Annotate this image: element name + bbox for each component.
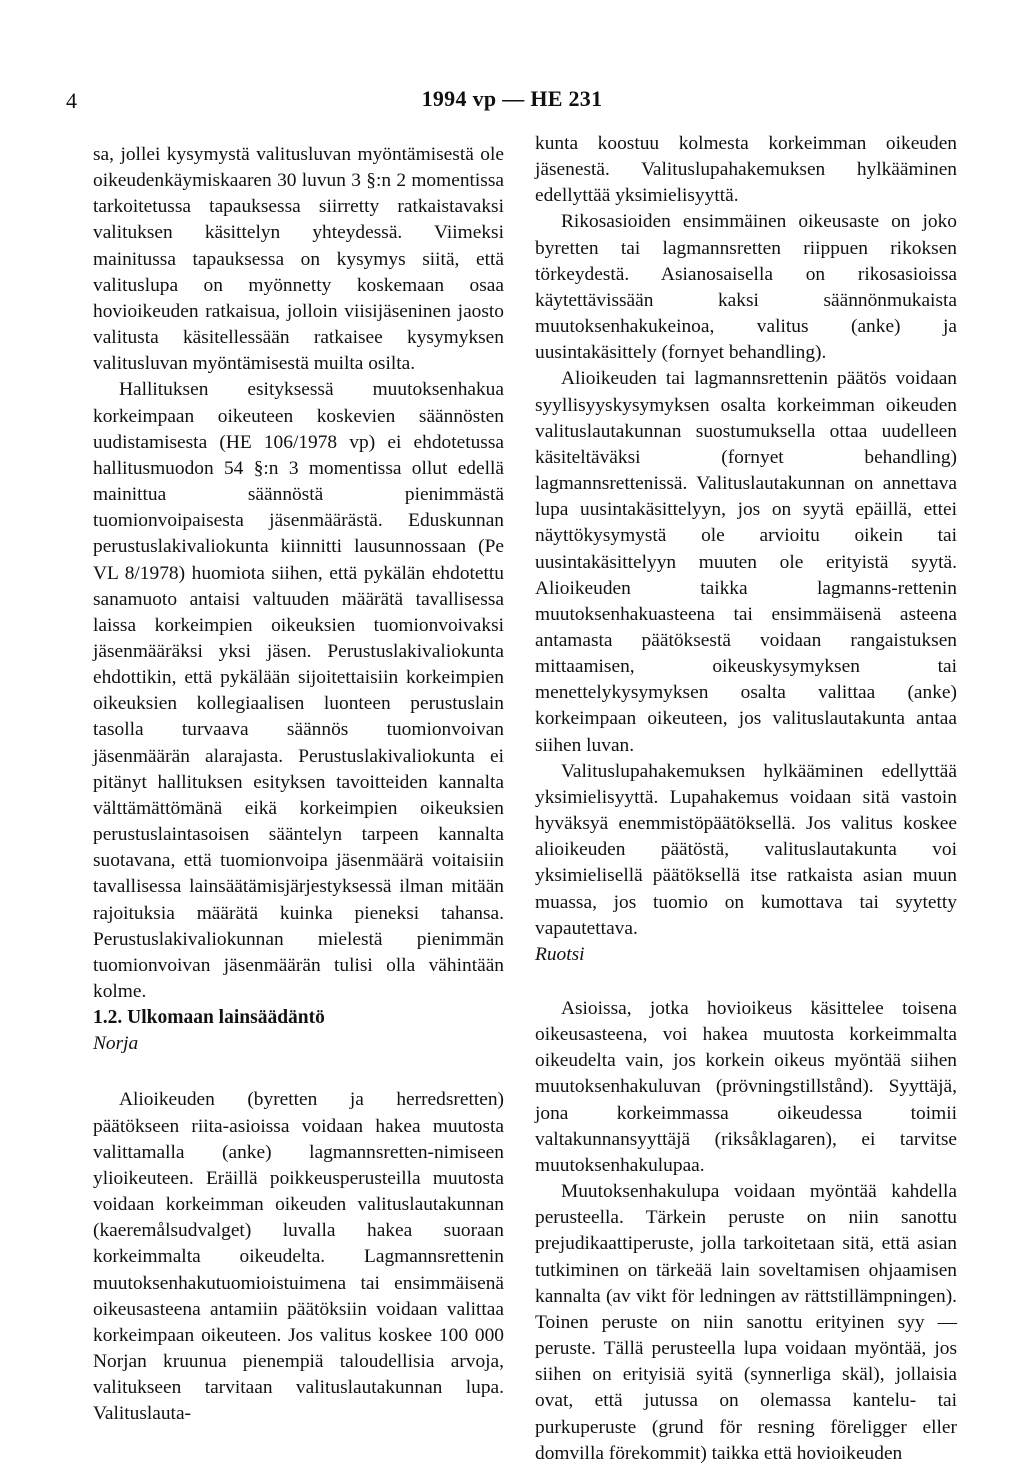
- paragraph: Alioikeuden tai lagmannsrettenin päätös voidaan syyllisyyskysymyksen osalta korkeimman oikeuden valituslautakunnan suostumuksella ottaa uudelleen käsiteltäväksi (fornyet behandling) lagmannsrettenissä. Valituslautakunnan on annettava lupa uusintakäsittelyyn, jos on syytä epäillä, ettei näyttökysymystä ole arvioitu oikein tai uusintakäsittelyyn muuten ole erityistä syytä. Alioikeuden taikka lagmanns-rettenin muutoksenhakuasteena tai ensimmäisenä asteena antamasta päätöksestä voidaan rangaistuksen mittaamisen, oikeuskysymyksen tai menettelykysymyksen osalta valittaa (anke) korkeimpaan oikeuteen, jos valituslautakunta antaa siihen luvan.: [535, 368, 957, 756]
- paragraph: Muutoksenhakulupa voidaan myöntää kahdella perusteella. Tärkein peruste on niin sanottu prejudikaattiperuste, jolla tarkoitetaan sitä, että asian tutkiminen on tärkeää lain soveltamisen ohjaamisen kannalta (av vikt för ledningen av rättstillämpningen). Toinen peruste on niin sanottu erityinen syy — peruste. Tällä perusteella lupa voidaan myöntää, jos siihen on erityisiä syitä (synnerliga skäl), jollaisia ovat, että jutussa on olemassa kantelu- tai purkuperuste (grund för resning föreligger eller domvilla förekommit) taikka että hovioikeuden: [535, 1181, 957, 1464]
- page-header-title: 1994 vp — HE 231: [421, 86, 603, 111]
- paragraph: Rikosasioiden ensimmäinen oikeusaste on joko byretten tai lagmannsretten riippuen rikoksen törkeydestä. Asianosaisella on rikosasioissa käytettävissään kaksi säännönmukaista muutoksenhakukeinoa, valitus (anke) ja uusintakäsittely (fornyet behandling).: [535, 211, 957, 364]
- subheading-norway: Norja: [93, 1033, 139, 1055]
- section-heading: 1.2. Ulkomaan lainsäädäntö: [93, 1007, 325, 1029]
- paragraph: Hallituksen esityksessä muutoksenhakua korkeimpaan oikeuteen koskevien säännösten uudistamisesta (HE 106/1978 vp) ei ehdotetussa hallitusmuodon 54 §:n 3 momentissa ollut edellä mainittua säännöstä pienimmästä tuomionvoipaisesta jäsenmäärästä. Eduskunnan perustuslakivaliokunta kiinnitti lausunnossaan (Pe VL 8/1978) huomiota siihen, että pykälän ehdotettu sanamuoto antaisi valtuuden määrätä tavallisessa laissa korkeimpien oikeuksien tuomionvoivaksi jäsenmääräksi yksi jäsen. Perustuslakivaliokunta ehdottikin, että pykälään sijoitettaisiin korkeimpien oikeuksien kollegiaalisen luonteen perustuslain tasolla turvaava säännös tuomionvoivan jäsenmäärän alarajasta. Perustuslakivaliokunta ei pitänyt hallituksen esityksen tavoitteiden kannalta välttämättömänä eikä korkeimpien oikeuksien perustuslaintasoisen sääntelyn tarpeen kannalta suotavana, että tuomionvoipa jäsenmäärä voitaisiin tavallisessa lainsäätämisjärjestyksessä ilman mitään rajoituksia määrätä kuinka pieneksi tahansa. Perustuslakivaliokunnan mielestä pienimmän tuomionvoivan jäsenmäärän tulisi olla vähintään kolme.: [93, 379, 504, 1002]
- left-column: [93, 142, 504, 1428]
- paragraph: Valituslupahakemuksen hylkääminen edellyttää yksimielisyyttä. Lupahakemus voidaan sitä vastoin hyväksyä enemmistöpäätöksellä. Jos valitus koskee alioikeuden päätöstä, valituslautakunta voi yksimielisellä päätöksellä itse ratkaista asian muun muassa, jos tuomio on kumottava tai syytetty vapautettava.: [535, 760, 957, 939]
- page-number: 4: [66, 88, 77, 113]
- subheading-sweden: Ruotsi: [535, 943, 585, 965]
- right-column: [535, 131, 957, 1467]
- paragraph: Alioikeuden (byretten ja herredsretten) päätökseen riita-asioissa voidaan hakea muutosta valittamalla (anke) lagmannsretten-nimiseen ylioikeuteen. Eräillä poikkeusperusteilla muutosta voidaan korkeimman oikeuden valituslautakunnan (kaeremålsudvalget) luvalla hakea suoraan korkeimmalta oikeudelta. Lagmannsrettenin muutoksenhakutuomioistuimena tai ensimmäisenä oikeusasteena antamiin päätöksiin voidaan valittaa korkeimpaan oikeuteen. Jos valitus koskee 100 000 Norjan kruunua pienempiä taloudellisia arvoja, valitukseen tarvitaan valituslautakunnan lupa. Valituslauta-: [93, 1089, 504, 1425]
- paragraph: kunta koostuu kolmesta korkeimman oikeuden jäsenestä. Valituslupahakemuksen hylkääminen edellyttää yksimielisyyttä.: [535, 133, 957, 207]
- paragraph: Asioissa, jotka hovioikeus käsittelee toisena oikeusasteena, voi hakea muutosta korkeimmalta oikeudelta vain, jos korkein oikeus myöntää siihen muutoksenhakuluvan (prövningstillstånd). Syyttäjä, jona korkeimmassa oikeudessa toimii valtakunnansyyttäjä (riksåklagaren), ei tarvitse muutoksenhakulupaa.: [535, 998, 957, 1176]
- paragraph: sa, jollei kysymystä valitusluvan myöntämisestä ole oikeudenkäymiskaaren 30 luvun 3 §:n 2 momentissa tarkoitetussa tapauksessa siirretty ratkaistavaksi valituksen käsittelyn yhteydessä. Viimeksi mainitussa tapauksessa on kysymys siitä, että valituslupa on myönnetty koskemaan osaa hovioikeuden ratkaisua, jolloin viisijäseninen jaosto valitusta käsitellessään ratkaisee kysymyksen valitusluvan myöntämisestä muilta osilta.: [93, 144, 504, 375]
